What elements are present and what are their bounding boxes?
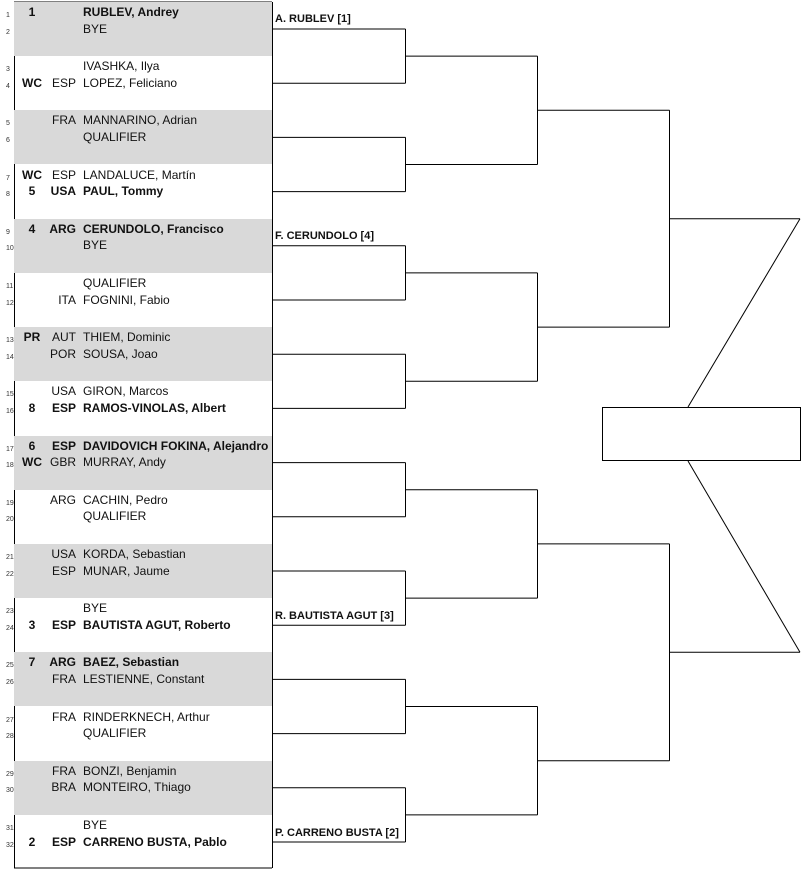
country-code: BRA [51,780,76,795]
country-code: GBR [49,455,76,470]
seed-label: 7 [28,655,36,670]
draw-position-number: 3 [6,66,10,74]
seed-label: 8 [28,400,36,415]
draw-line [0,292,790,309]
draw-position-number: 14 [6,353,14,361]
player-name: RAMOS-VINOLAS, Albert [83,400,226,415]
draw-position-number: 15 [6,391,14,399]
country-code: USA [51,384,76,399]
draw-position-number: 21 [6,554,14,561]
country-code: USA [51,547,76,561]
draw-line [0,21,790,38]
draw-line [0,129,790,146]
draw-line [0,183,790,200]
seed-label: WC [22,167,42,182]
player-name: PAUL, Tommy [83,184,164,199]
country-code: USA [50,184,76,199]
country-code: FRA [52,763,76,778]
draw-line [0,275,790,292]
draw-line [0,546,790,563]
draw-line [0,346,790,363]
player-name: MUNAR, Jaume [83,563,170,578]
draw-position-number: 28 [6,733,14,741]
draw-position-number: 10 [6,245,14,253]
draw-position-number: 18 [6,462,14,470]
country-code: ESP [51,75,76,90]
draw-line [0,671,790,688]
country-code: ESP [51,167,76,182]
seed-label: 1 [28,5,36,19]
draw-line [0,709,790,726]
draw-line [0,383,790,400]
draw-line [0,763,790,780]
player-name: RUBLEV, Andrey [83,5,179,19]
player-name: QUALIFIER [83,726,147,741]
player-name: BYE [83,238,108,253]
seed-label: WC [22,75,42,90]
draw-position-number: 12 [6,299,14,307]
player-name: LESTIENNE, Constant [83,671,205,686]
draw-position-number: 24 [6,624,14,632]
country-code: FRA [52,671,76,686]
draw-line [0,654,790,671]
draw-line [0,58,790,75]
player-name: LANDALUCE, Martín [83,167,196,182]
draw-line [0,329,790,346]
draw-position-number: 26 [6,678,14,686]
player-name: BAEZ, Sebastian [83,655,180,670]
draw-line [0,779,790,796]
player-name: QUALIFIER [83,129,147,144]
draw-position-number: 29 [6,770,14,778]
country-code: ARG [49,492,76,507]
round2-winner-cerundolo: F. CERUNDOLO [4] [275,230,374,242]
country-code: FRA [52,113,76,128]
draw-line [0,617,790,634]
country-code: POR [49,346,76,361]
draw-line [0,112,790,129]
player-name: MANNARINO, Adrian [83,113,198,128]
draw-position-number: 1 [6,12,10,19]
draw-line [0,75,790,92]
player-name: BYE [83,21,108,36]
player-name: CERUNDOLO, Francisco [83,221,224,236]
country-code: ESP [51,400,76,415]
seed-label: 2 [28,834,36,849]
draw-position-number: 2 [6,28,10,36]
country-code: FRA [52,709,76,724]
player-name: BYE [83,818,108,832]
country-code: ESP [51,438,76,453]
player-name: KORDA, Sebastian [83,547,186,561]
country-code: ESP [51,617,76,632]
draw-line [0,725,790,742]
seed-label: 5 [28,184,36,199]
draw-position-number: 32 [6,841,14,849]
player-name: DAVIDOVICH FOKINA, Alejandro [83,438,269,453]
seed-label: 6 [28,438,36,453]
draw-position-number: 16 [6,407,14,415]
country-code: ITA [58,292,76,307]
round2-winner-rublev: A. RUBLEV [1] [275,13,351,25]
player-name: THIEM, Dominic [83,330,171,345]
seed-label: PR [23,330,41,345]
draw-position-number: 27 [6,716,14,724]
draw-line [0,167,790,184]
draw-line [0,4,790,21]
player-name: SOUSA, Joao [83,346,158,361]
player-name: IVASHKA, Ilya [83,59,160,74]
draw-position-number: 6 [6,136,10,144]
draw-position-number: 23 [6,608,14,616]
player-name: BYE [83,601,108,616]
draw-position-number: 19 [6,499,14,507]
draw-line [0,508,790,525]
draw-line [0,563,790,580]
draw-position-number: 8 [6,191,10,199]
country-code: ESP [51,563,76,578]
seed-label: 4 [28,221,36,236]
final-winner-box [602,407,801,461]
draw-line [0,492,790,509]
player-name: MONTEIRO, Thiago [83,780,191,795]
draw-position-number: 11 [6,283,14,290]
player-name: MURRAY, Andy [83,455,166,470]
draw-position-number: 20 [6,516,14,524]
draw-position-number: 31 [6,825,14,832]
player-name: BONZI, Benjamin [83,763,177,778]
draw-position-number: 5 [6,120,10,128]
player-name: FOGNINI, Fabio [83,292,170,307]
player-name: GIRON, Marcos [83,384,169,399]
seed-label: 3 [28,617,36,632]
draw-line [0,221,790,238]
player-name: BAUTISTA AGUT, Roberto [83,617,231,632]
draw-position-number: 30 [6,787,14,795]
round2-winner-bautista-agut: R. BAUTISTA AGUT [3] [275,610,394,622]
draw-position-number: 4 [6,82,10,90]
round2-winner-carreno-busta: P. CARRENO BUSTA [2] [275,827,399,839]
draw-position-number: 17 [6,445,14,453]
draw-position-number: 13 [6,337,14,345]
draw-position-number: 25 [6,662,14,670]
player-name: LOPEZ, Feliciano [83,75,178,90]
player-name: CACHIN, Pedro [83,492,168,507]
country-code: ARG [49,221,76,236]
country-code: ESP [51,834,76,849]
player-name: QUALIFIER [83,276,147,290]
country-code: AUT [52,330,76,345]
country-code: ARG [49,655,76,670]
player-name: RINDERKNECH, Arthur [83,709,210,724]
player-name: CARRENO BUSTA, Pablo [83,834,227,849]
draw-position-number: 22 [6,570,14,578]
draw-position-number: 7 [6,174,10,182]
player-name: QUALIFIER [83,509,147,524]
seed-label: WC [22,455,42,470]
draw-line [0,237,790,254]
draw-line [0,600,790,617]
draw-position-number: 9 [6,228,10,236]
